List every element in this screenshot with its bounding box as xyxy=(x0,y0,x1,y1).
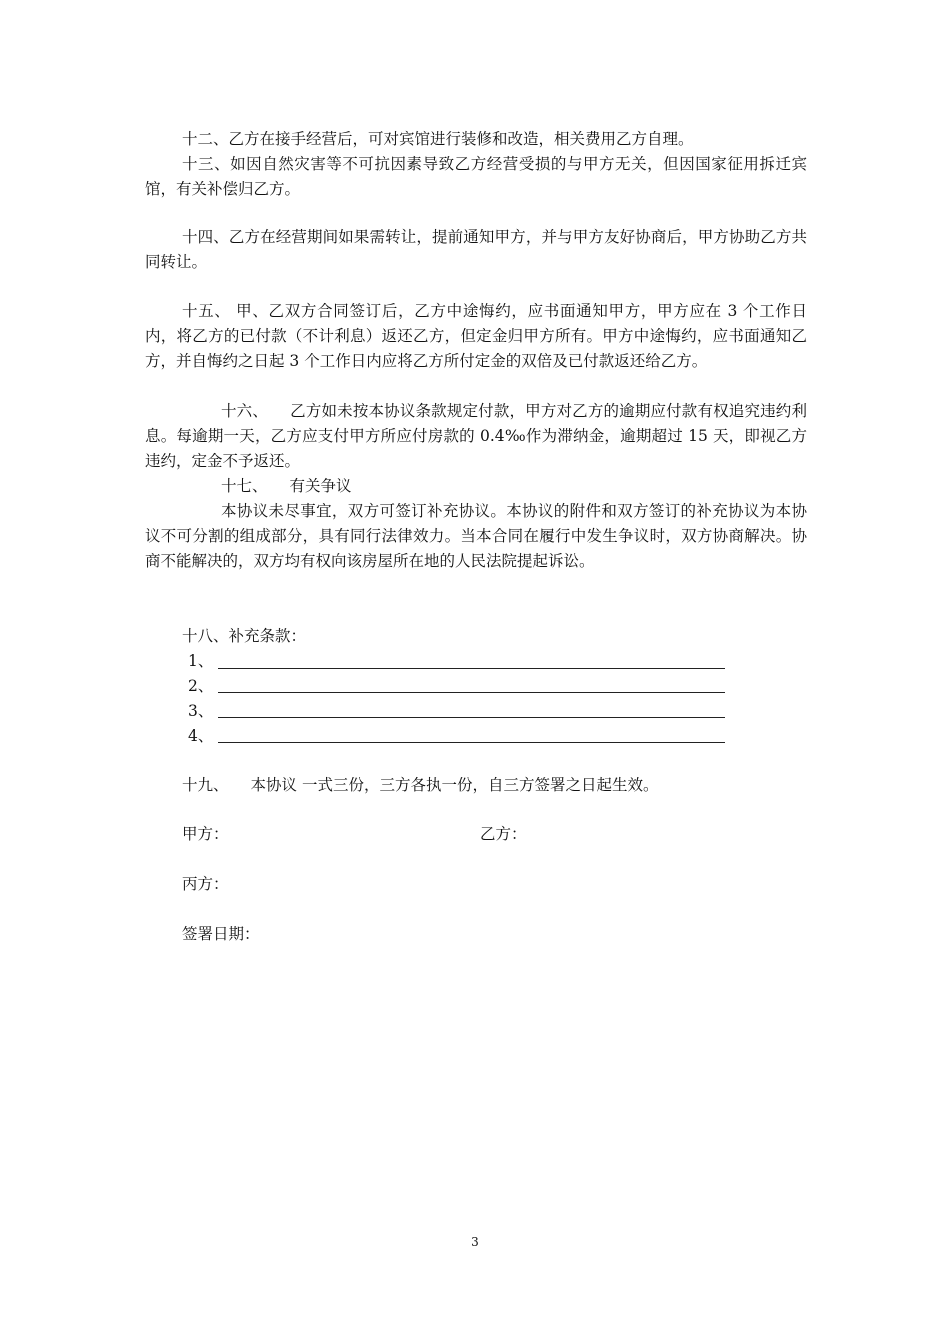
page-number: 3 xyxy=(471,1235,479,1249)
signing-date: 签署日期： xyxy=(182,925,260,943)
supplementary-blank-line[interactable] xyxy=(218,717,725,718)
supplementary-blank-line[interactable] xyxy=(218,692,725,693)
supplementary-blank-line[interactable] xyxy=(218,742,725,743)
clause-16-text: 乙方如未按本协议条款规定付款，甲方对乙方的逾期应付款有权追究违约利息。每逾期一天，乙方应支付甲方所应付房款的 0.4‰作为滞纳金，逾期超过 15 天，即视乙方违约，定金不予返还。 xyxy=(145,402,807,470)
clause-15: 十五、 甲、乙双方合同签订后，乙方中途悔约，应书面通知甲方，甲方应在 3 个工作日内，将乙方的已付款（不计利息）返还乙方，但定金归甲方所有。甲方中途悔约，应书面通知乙方，并自悔约之日起 3 个工作日内应将乙方所付定金的双倍及已付款返还给乙方。 xyxy=(145,302,807,370)
party-b-signature: 乙方： xyxy=(480,825,527,843)
clause-19-label: 十九、 xyxy=(182,776,229,794)
supplementary-item-number: 2、 xyxy=(188,677,214,695)
clause-17-title: 有关争议 xyxy=(289,477,352,495)
supplementary-blank-line[interactable] xyxy=(218,668,725,669)
clause-17-label: 十七、 xyxy=(221,477,268,495)
clause-16 xyxy=(145,399,807,474)
supplementary-item-number: 3、 xyxy=(188,702,214,720)
supplementary-item-number: 1、 xyxy=(188,652,214,670)
clause-17-text: 本协议未尽事宜，双方可签订补充协议。本协议的附件和双方签订的补充协议为本协议不可分割的组成部分，具有同行法律效力。当本合同在履行中发生争议时，双方协商解决。协商不能解决的，双方均有权向该房屋所在地的人民法院提起诉讼。 xyxy=(145,502,807,570)
clause-16-label: 十六、 xyxy=(221,402,268,420)
party-a-signature: 甲方： xyxy=(182,825,229,843)
clause-12: 十二、乙方在接手经营后，可对宾馆进行装修和改造，相关费用乙方自理。 xyxy=(182,130,694,148)
supplementary-item-number: 4、 xyxy=(188,727,214,745)
clause-19 xyxy=(182,773,844,798)
clause-17-heading xyxy=(145,474,807,499)
party-c-signature: 丙方： xyxy=(182,875,229,893)
clause-14: 十四、乙方在经营期间如果需转让，提前通知甲方，并与甲方友好协商后，甲方协助乙方共同转让。 xyxy=(145,228,807,271)
clause-19-text: 本协议 一式三份，三方各执一份，自三方签署之日起生效。 xyxy=(250,776,659,794)
clause-13: 十三、如因自然灾害等不可抗因素导致乙方经营受损的与甲方无关，但因国家征用拆迁宾馆，有关补偿归乙方。 xyxy=(145,155,807,198)
clause-18-title: 十八、补充条款： xyxy=(182,627,307,645)
